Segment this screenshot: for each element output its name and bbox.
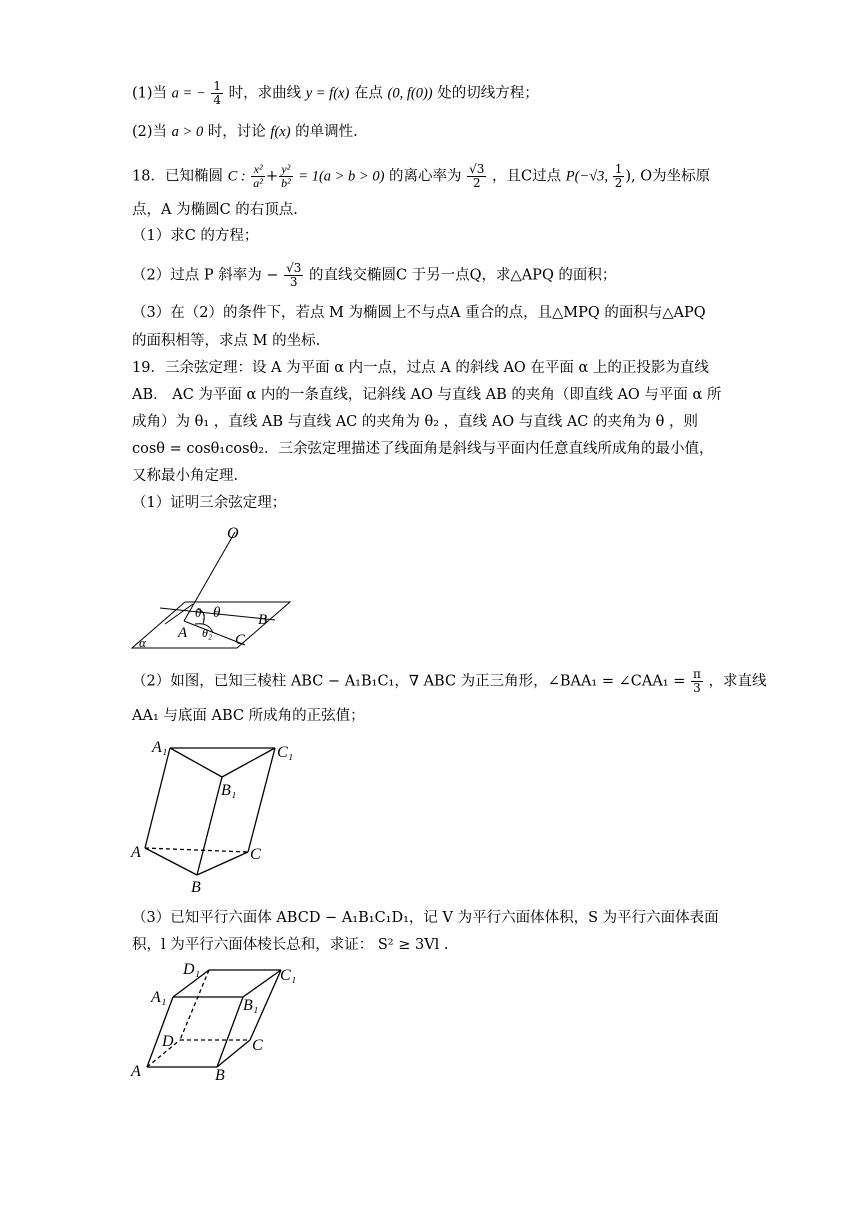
text: 在点 — [353, 85, 383, 102]
math: C : — [227, 168, 246, 185]
label-C1: C₁ — [280, 967, 297, 984]
math: (0, f(0)) — [387, 85, 433, 102]
q19-sub2-line2: AA₁ 与底面 ABC 所成角的正弦值； — [132, 708, 365, 724]
text: （2）如图，已知三棱柱 ABC − A₁B₁C₁，∇ ABC 为正三角形，∠BAA₁ = ∠CAA₁ = — [132, 673, 686, 690]
q18-sub3-line1: （3）在（2）的条件下，若点 M 为椭圆上不与点A 重合的点，且△MPQ 的面积与△APQ — [132, 305, 706, 321]
label-B1: B₁ — [243, 997, 259, 1014]
fraction-pt: $\frac{1}{2}$ — [614, 162, 623, 190]
text: (1)当 — [132, 85, 168, 102]
text: 处的切线方程； — [437, 85, 539, 102]
label-B: B — [258, 612, 268, 628]
q19-sub2-line1 — [132, 668, 766, 695]
text: ，且C过点 — [492, 168, 562, 185]
q19-sub3-line1: （3）已知平行六面体 ABCD − A₁B₁C₁D₁，记 V 为平行六面体体积，S 为平行六面体表面 — [132, 910, 719, 926]
q19-sub1: （1）证明三余弦定理； — [132, 495, 287, 511]
text: 时，求曲线 — [228, 85, 302, 102]
label-A1: A₁ — [152, 739, 168, 756]
text: (2)当 — [132, 124, 168, 140]
label-C: C — [252, 1037, 263, 1054]
label-theta: θ — [213, 605, 221, 621]
q18-sub1: （1）求C 的方程； — [132, 228, 259, 244]
figure-parallelepiped — [125, 960, 315, 1090]
text: （2）过点 P 斜率为 − — [132, 267, 279, 284]
q18-sub3-line2: 的面积相等，求点 M 的坐标. — [132, 333, 321, 349]
label-B: B — [191, 879, 201, 895]
q19-line2: AB． AC 为平面 α 内的一条直线，记斜线 AO 与直线 AB 的夹角（即直线 AO 与平面 α 所 — [132, 387, 722, 403]
label-D1: D₁ — [183, 961, 201, 978]
q19-line3: 成角）为 θ₁ ，直线 AB 与直线 AC 的夹角为 θ₂ ，直线 AO 与直线 AC 的夹角为 θ ，则 — [132, 414, 698, 430]
q17-part1 — [132, 80, 539, 107]
fraction-y: $\frac{\text{y²}}{\text{b²}}$ — [281, 162, 291, 190]
fraction: $\frac{1}{4}$ — [213, 79, 221, 107]
text: 18．已知椭圆 — [132, 168, 223, 185]
label-C1: C₁ — [277, 744, 294, 761]
text: 时，讨论 — [207, 124, 266, 140]
math: f(x) — [270, 124, 291, 140]
label-D: D — [162, 1033, 174, 1050]
math: a = − — [171, 85, 206, 102]
q19-line1: 19．三余弦定理：设 A 为平面 α 内一点，过点 A 的斜线 AO 在平面 α 上的正投影为直线 — [132, 360, 709, 376]
text: ，求直线 — [708, 673, 767, 690]
label-theta2: θ₂ — [202, 626, 213, 640]
label-theta1: θ₁ — [195, 605, 206, 620]
text: 的单调性. — [295, 124, 358, 140]
fraction-x: $\frac{\text{x²}}{\text{a²}}$ — [253, 162, 263, 190]
q19-line4: cosθ = cosθ₁cosθ₂．三余弦定理描述了线面角是斜线与平面内任意直线所成角的最小值， — [132, 441, 714, 457]
math: = 1(a > b > 0) — [298, 168, 385, 185]
q18-line2: 点，A 为椭圆C 的右顶点. — [132, 202, 298, 218]
label-B: B — [215, 1067, 225, 1084]
q19-sub3-line2: 积，l 为平行六面体棱长总和，求证： S² ≥ 3Vl . — [132, 937, 449, 953]
figure-three-cosine — [125, 520, 305, 650]
q17-part2 — [132, 122, 358, 142]
label-C: C — [250, 846, 261, 863]
math: a > 0 — [171, 124, 204, 140]
math: P(−√3, — [565, 168, 612, 185]
text: 的离心率为 — [389, 168, 462, 185]
figure-prism — [125, 735, 305, 895]
label-C: C — [235, 632, 246, 648]
fraction-slope: $\frac{√3}{3}$ — [286, 261, 302, 289]
label-A: A — [131, 844, 141, 861]
label-A: A — [178, 625, 188, 641]
label-A1: A₁ — [151, 989, 167, 1006]
text: ), O为坐标原 — [625, 168, 711, 185]
q18-sub2 — [132, 262, 616, 289]
text: 的直线交椭圆C 于另一点Q，求△APQ 的面积； — [308, 267, 617, 284]
fraction-pi: $\frac{\pi}{3}$ — [692, 667, 701, 695]
label-A: A — [131, 1063, 141, 1080]
fraction-ecc: $\frac{√3}{2}$ — [469, 162, 485, 190]
q19-line5: 又称最小角定理. — [132, 468, 239, 484]
label-O: O — [227, 525, 239, 542]
label-alpha: α — [139, 635, 146, 650]
math: y = f(x) — [305, 85, 350, 102]
label-B1: B₁ — [221, 782, 237, 799]
q18-line1: 18．已知椭圆 C : $\frac{\text{x²}}{\text{a²}}$ + $\frac{\text{y²}}{\text{b²}}$ = 1(a > b > 0) 的离心率为 $\frac{√3}{2}$ ，且C过点 P(−√3, $\frac{1}{2}$ ), O为坐标原 — [132, 162, 711, 190]
